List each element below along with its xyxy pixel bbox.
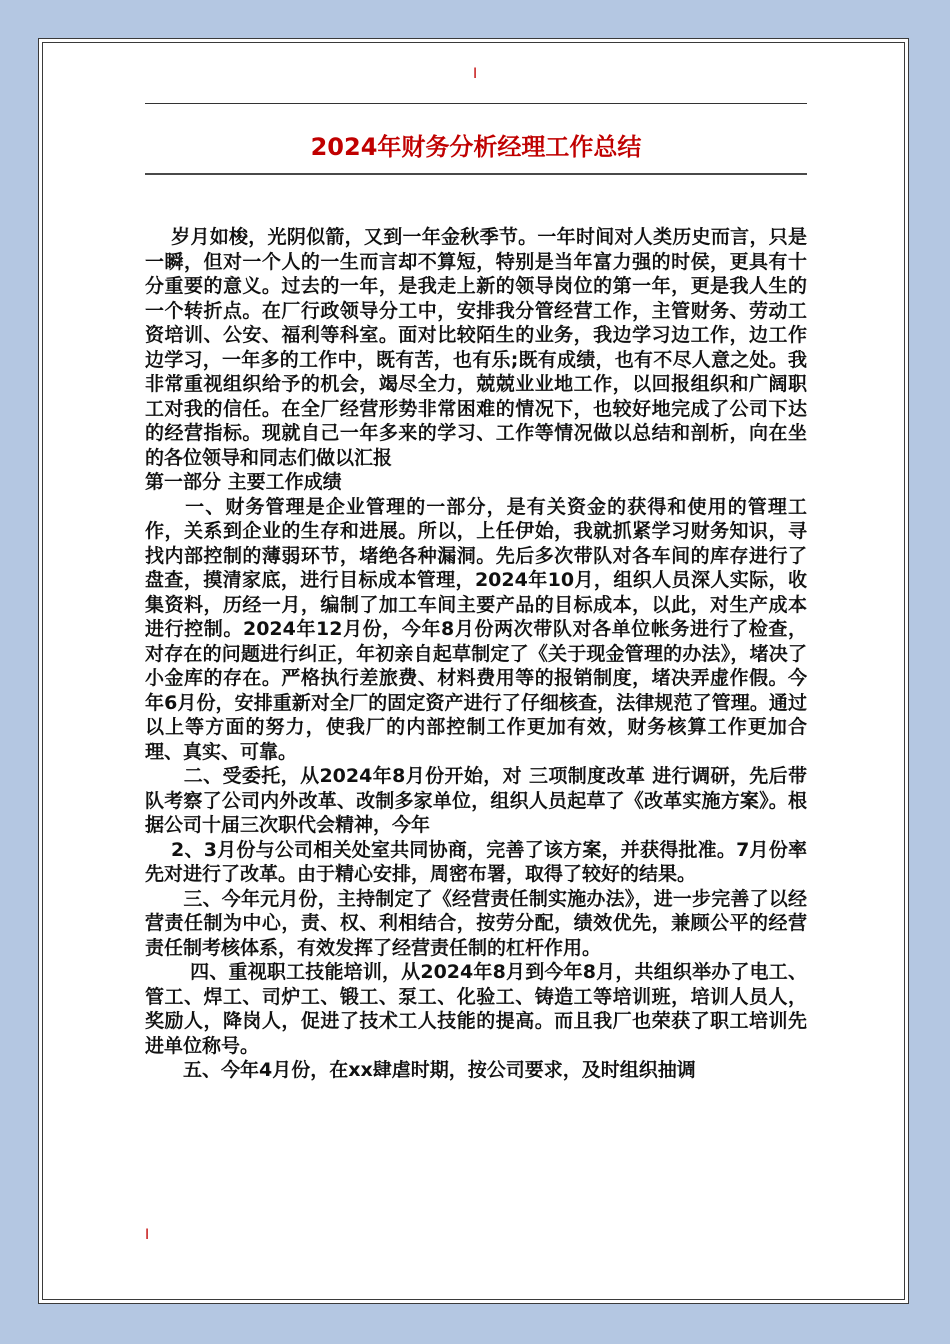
paragraph-item-2: 二、受委托，从2024年8月份开始，对 三项制度改革 进行调研，先后带队考察了公司内外改革、改制多家单位，组织人员起草了《改革实施方案》。根据公司十届三次职代会精神，今年: [145, 765, 807, 836]
document-page: [38, 38, 909, 1304]
paragraph-item-3: 三、今年元月份，主持制定了《经营责任制实施办法》，进一步完善了以经营责任制为中心，责、权、利相结合，按劳分配，绩效优先，兼顾公平的经营责任制考核体系，有效发挥了经营责任制的杠杆作用。: [145, 887, 807, 959]
title-rule: [145, 173, 807, 175]
section-heading: 第一部分 主要工作成绩: [145, 471, 342, 493]
paragraph-item-1: 一、财务管理是企业管理的一部分，是有关资金的获得和使用的管理工作，关系到企业的生存和进展。所以，上任伊始，我就抓紧学习财务知识，寻找内部控制的薄弱环节，堵绝各种漏洞。先后多次带队对各车间的库存进行了盘查，摸清家底，进行目标成本管理，2024年10月，组织人员深人实际，收集资料，历经一月，编制了加工车间主要产品的目标成本，以此，对生产成本进行控制。2024年12月份，今年8月份两次带队对各单位帐务进行了检查，对存在的问题进行纠正，年初亲自起草制定了《关于现金管理的办法》，堵决了小金库的存在。严格执行差旅费、材料费用等的报销制度，堵决弄虚作假。今年6月份，安排重新对全厂的固定资产进行了仔细核查，法律规范了管理。通过以上等方面的努力，使我厂的内部控制工作更加有效，财务核算工作更加合理、真实、可靠。: [145, 495, 807, 763]
document-title: 2024年财务分析经理工作总结: [310, 133, 642, 161]
footer-mark: I: [145, 1227, 150, 1243]
document-body: [145, 225, 807, 1083]
paragraph-item-2-cont: 2、3月份与公司相关处室共同协商，完善了该方案，并获得批准。7月份率先对进行了改革。由于精心安排，周密布署，取得了较好的结果。: [145, 838, 807, 885]
header-rule: [145, 103, 807, 104]
paragraph-intro: 岁月如梭，光阴似箭，又到一年金秋季节。一年时间对人类历史而言，只是一瞬，但对一个人的一生而言却不算短，特别是当年富力强的时侯，更具有十分重要的意义。过去的一年，是我走上新的领导岗位的第一年，更是我人生的一个转折点。在厂行政领导分工中，安排我分管经营工作，主管财务、劳动工资培训、公安、福利等科室。面对比较陌生的业务，我边学习边工作，边工作边学习，一年多的工作中，既有苦，也有乐;既有成绩，也有不尽人意之处。我非常重视组织给予的机会，竭尽全力，兢兢业业地工作，以回报组织和广阔职工对我的信任。在全厂经营形势非常困难的情况下，也较好地完成了公司下达的经营指标。现就自己一年多来的学习、工作等情况做以总结和剖析，向在坐的各位领导和同志们做以汇报: [145, 226, 807, 469]
header-mark: I: [473, 66, 478, 82]
paragraph-item-5: 五、今年4月份，在xx肆虐时期，按公司要求，及时组织抽调: [145, 1059, 696, 1081]
paragraph-item-4: 四、重视职工技能培训，从2024年8月到今年8月，共组织举办了电工、管工、焊工、司炉工、锻工、泵工、化验工、铸造工等培训班，培训人员人，奖励人，降岗人，促进了技术工人技能的提高。而且我厂也荣获了职工培训先进单位称号。: [145, 961, 807, 1057]
